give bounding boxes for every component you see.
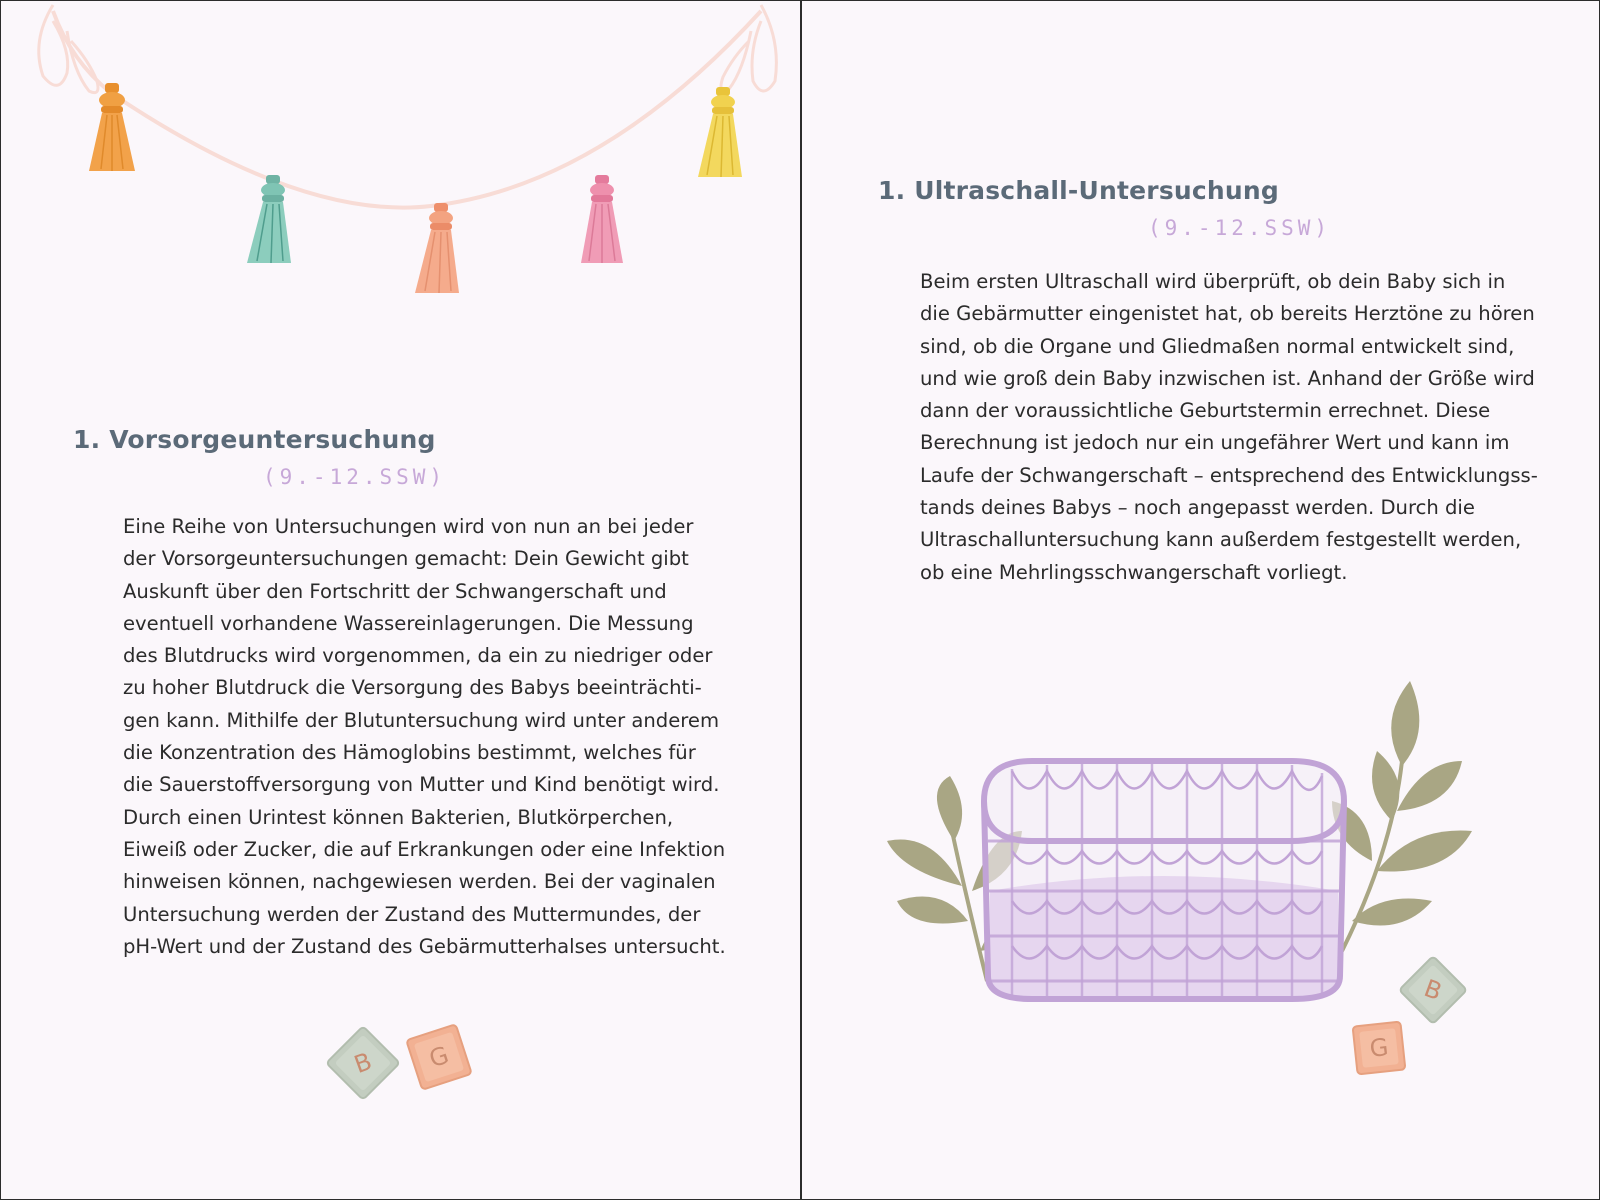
text-line: Laufe der Schwangerschaft – entsprechend des Entwicklungss- bbox=[920, 463, 1538, 487]
text-line: Berechnung ist jedoch nur ein ungefährer Wert und kann im bbox=[920, 431, 1510, 455]
right-page bbox=[802, 1, 1599, 1199]
tassel-garland-illustration bbox=[1, 1, 800, 311]
tassel-yellow bbox=[698, 87, 742, 177]
body-paragraph bbox=[920, 266, 1538, 589]
baby-blocks-icon bbox=[1342, 946, 1482, 1086]
body-paragraph bbox=[123, 511, 726, 963]
tassel-pink bbox=[581, 175, 623, 263]
text-line: Beim ersten Ultraschall wird überprüft, ob dein Baby sich in bbox=[920, 270, 1506, 293]
text-line: des Blutdrucks wird vorgenommen, da ein zu niedriger oder bbox=[123, 644, 713, 668]
block-letter: G bbox=[1368, 1033, 1390, 1063]
text-line: tands deines Babys – noch angepasst werden. Durch die bbox=[920, 496, 1475, 520]
week-range-label: (9.-12.SSW) bbox=[263, 465, 447, 489]
text-line: eventuell vorhandene Wassereinlagerungen. Die Messung bbox=[123, 611, 694, 635]
text-line: hinweisen können, nachgewiesen werden. Bei der vaginalen bbox=[123, 870, 716, 894]
text-line: die Sauerstoffversorgung von Mutter und Kind benötigt wird. bbox=[123, 773, 720, 797]
text-line: Ultraschalluntersuchung kann außerdem festgestellt werden, bbox=[920, 528, 1522, 552]
tassel-teal bbox=[247, 175, 291, 263]
basket bbox=[984, 761, 1344, 999]
text-line: dann der voraussichtliche Geburtstermin errechnet. Diese bbox=[920, 399, 1491, 423]
baby-blocks-icon bbox=[321, 1011, 491, 1111]
page-title: 1. Ultraschall-Untersuchung bbox=[878, 176, 1280, 205]
block-letter: G bbox=[425, 1040, 453, 1074]
block-letter: B bbox=[1420, 974, 1446, 1006]
text-line: gen kann. Mithilfe der Blutuntersuchung wird unter anderem bbox=[123, 708, 720, 732]
text-line: Untersuchung werden der Zustand des Muttermundes, der bbox=[123, 902, 701, 926]
text-line: ob eine Mehrlingsschwangerschaft vorliegt. bbox=[920, 560, 1348, 584]
text-line: pH-Wert und der Zustand des Gebärmutterhalses untersucht. bbox=[123, 934, 726, 958]
text-line: zu hoher Blutdruck die Versorgung des Babys beeinträchti- bbox=[123, 676, 702, 700]
text-line: Auskunft über den Fortschritt der Schwangerschaft und bbox=[123, 579, 667, 603]
text-line: Eiweiß oder Zucker, die auf Erkrankungen oder eine Infektion bbox=[123, 837, 726, 861]
left-page bbox=[1, 1, 802, 1199]
text-line: die Konzentration des Hämoglobins bestimmt, welches für bbox=[123, 741, 696, 765]
block-letter: B bbox=[350, 1047, 376, 1079]
tassel-orange bbox=[89, 83, 135, 171]
text-line: die Gebärmutter eingenistet hat, ob bereits Herztöne zu hören bbox=[920, 302, 1535, 326]
text-line: der Vorsorgeuntersuchungen gemacht: Dein Gewicht gibt bbox=[123, 547, 689, 571]
leaf-branch-icon bbox=[1332, 681, 1472, 951]
tassel-peach bbox=[415, 203, 459, 293]
text-line: sind, ob die Organe und Gliedmaßen normal entwickelt sind, bbox=[920, 334, 1515, 358]
week-range-label: (9.-12.SSW) bbox=[1148, 216, 1332, 240]
text-line: Eine Reihe von Untersuchungen wird von nun an bei jeder bbox=[123, 515, 694, 538]
text-line: Durch einen Urintest können Bakterien, Blutkörperchen, bbox=[123, 805, 674, 829]
page-title: 1. Vorsorgeuntersuchung bbox=[73, 425, 436, 454]
text-line: und wie groß dein Baby inzwischen ist. Anhand der Größe wird bbox=[920, 366, 1535, 390]
